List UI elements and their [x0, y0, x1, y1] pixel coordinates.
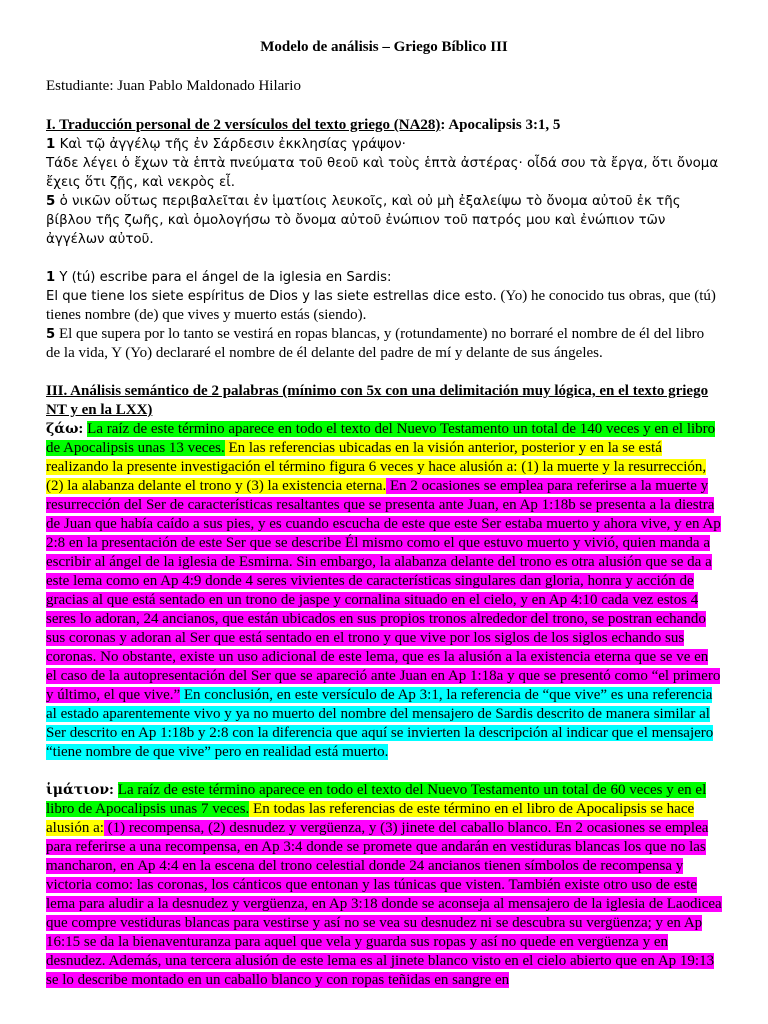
spacer	[46, 762, 722, 781]
section1-heading	[46, 116, 722, 135]
highlight-yellow-context: En las referencias ubicadas en la visión anterior, posterior y en la se está realizando la presente investigación el término figura 6 veces y hace alusión a: (1) la muerte y la resurrección, (2) la alabanza delante el trono y (3) la existencia eterna.	[46, 440, 707, 494]
lemma-himation: ἱμάτιον	[46, 782, 110, 798]
section1-heading-ref: : Apocalipsis 3:1, 5	[440, 117, 561, 133]
highlight-green-occurrences: La raíz de este término aparece en todo el texto del Nuevo Testamento un total de 140 veces y en el libro de Apocalipsis unas 13 veces.	[46, 421, 716, 456]
highlight-green-occurrences: La raíz de este término aparece en todo el texto del Nuevo Testamento un total de 60 veces y en el libro de Apocalipsis unas 7 veces.	[46, 782, 707, 817]
highlight-cyan-conclusion: En conclusión, en este versículo de Ap 3:1, la referencia de “que vive” es una referencia al estado aparentemente vivo y ya no muerto del nombre del mensajero de Sardis descrito de manera similar al Ser descrito en Ap 1:18b y 2:8 con la diferencia que aquí se invierten la descripción al indicar que el mensajero “tiene nombre de que vive” pero en realidad está muerto.	[46, 687, 714, 760]
spacer	[46, 363, 722, 382]
student-name: Estudiante: Juan Pablo Maldonado Hilario	[46, 78, 301, 94]
document-title: Modelo de análisis – Griego Bíblico III	[260, 39, 508, 55]
greek-verse-1-line1: Καὶ τῷ ἀγγέλῳ τῆς ἐν Σάρδεσιν ἐκκλησίας γράψον·	[55, 137, 406, 152]
translation-verse-1-continued	[46, 287, 722, 325]
highlight-magenta-analysis: (1) recompensa, (2) desnudez y vergüenza, y (3) jinete del caballo blanco. En 2 ocasiones se emplea para referirse a una recompensa, en Ap 3:4 donde se promete que andarán en vestiduras blancas los que no las mancharon, en Ap 4:4 en la escena del trono celestial donde 24 ancianos tienen símbolos de recompensa y victoria como: las coronas, los cánticos que entonan y las túnicas que visten. También existe otro uso de este lema para aludir a la desnudez y vergüenza, en Ap 3:18 donde se aconseja al mensajero de la iglesia de Laodicea que compre vestiduras blancas para vestirse y así no se vea su desnudez ni se descubra su vergüenza; y en Ap 16:15 se da la bienaventuranza para aquel que vela y guarda sus ropas y así no quede en vergüenza y en desnudez. Además, una tercera alusión de este lema es al jinete blanco visto en el cielo abierto que en Ap 19:13 se lo describe montado en un caballo blanco y con ropas teñidas en sangre en	[46, 820, 722, 988]
highlight-magenta-analysis: En 2 ocasiones se emplea para referirse a la muerte y resurrección del Ser de características resaltantes que se presenta ante Juan, en Ap 1:18b se presenta a la diestra de Juan que había caído a sus pies, y es cuando escucha de este que este Ser estaba muerto y ahora vive, y en Ap 2:8 en la presentación de este Ser que se describe Él mismo como el que estuvo muerto y vivió, quien manda a escribir al ángel de la iglesia de Esmirna. Sin embargo, la alabanza delante del trono es otra alusión que se da a este lema como en Ap 4:9 donde 4 seres vivientes de características singulares dan gloria, honra y acción de gracias al que está sentado en un trono de jaspe y cornalina situado en el cielo, y en Ap 4:10 cada vez estos 4 seres lo adoran, 24 ancianos, que están ubicados en sus propios tronos alrededor del trono, se postran echando sus coronas y adoran al Ser que está sentado en el trono y que vive por los siglos de los siglos echando sus coronas. No obstante, existe un uso adicional de este lema, que es la alusión a la existencia eterna que se ve en el caso de la autopresentación del Ser que se apareció ante Juan en Ap 1:18a y que se presentó como “el primero y último, el que vive.”	[46, 478, 721, 703]
verse-number: 1	[46, 270, 56, 285]
section1-heading-main: I. Traducción personal de 2 versículos del texto griego (NA28)	[46, 117, 441, 133]
lemma-separator: :	[109, 782, 118, 798]
word-analysis-zao	[46, 420, 722, 762]
translation-verse-5	[46, 325, 722, 363]
translation-verse-1	[46, 268, 722, 287]
translation-verse-5-text: El que supera por lo tanto se vestirá en ropas blancas, y (rotundamente) no borraré el nombre de él del libro de la vida, Y (Yo) declararé el nombre de él delante del padre de mí y delante de sus ángeles.	[46, 326, 705, 361]
word-analysis-himation	[46, 781, 722, 990]
translation-verse-1-part-b: (Yo) he conocido tus obras, que (tú) tienes nombre (de) que vives y muerto estás (siendo).	[46, 288, 716, 323]
verse-number: 5	[46, 327, 56, 342]
spacer	[46, 249, 722, 268]
lemma-zao: ζάω	[46, 421, 79, 437]
translation-verse-1-part-a: El que tiene los siete espíritus de Dios y las siete estrellas dice esto.	[46, 289, 497, 304]
greek-verse-1	[46, 135, 722, 154]
greek-verse-5	[46, 192, 722, 249]
translation-verse-1-line1: Y (tú) escribe para el ángel de la iglesia en Sardis:	[55, 270, 392, 285]
greek-verse-5-text: ὁ νικῶν οὕτως περιβαλεῖται ἐν ἱματίοις λευκοῖς, καὶ οὐ μὴ ἐξαλείψω τὸ ὄνομα αὐτοῦ ἐκ τῆς βίβλου τῆς ζωῆς, καὶ ὁμολογήσω τὸ ὄνομα αὐτοῦ ἐνώπιον τοῦ πατρός μου καὶ ἐνώπιον τῶν ἀγγέλων αὐτοῦ.	[46, 194, 681, 247]
greek-verse-1-continued: Τάδε λέγει ὁ ἔχων τὰ ἑπτὰ πνεύματα τοῦ θεοῦ καὶ τοὺς ἑπτὰ ἀστέρας· οἶδά σου τὰ ἔργα, ὅτι ὄνομα ἔχεις ὅτι ζῇς, καὶ νεκρὸς εἶ.	[46, 156, 719, 190]
section3-heading: III. Análisis semántico de 2 palabras (mínimo con 5x con una delimitación muy lógica, en el texto griego NT y en la LXX)	[46, 383, 709, 418]
lemma-separator: :	[78, 421, 88, 437]
highlight-yellow-context: En todas las referencias de este término en el libro de Apocalipsis se hace alusión a:	[46, 801, 695, 836]
verse-number: 1	[46, 137, 56, 152]
verse-number: 5	[46, 194, 56, 209]
